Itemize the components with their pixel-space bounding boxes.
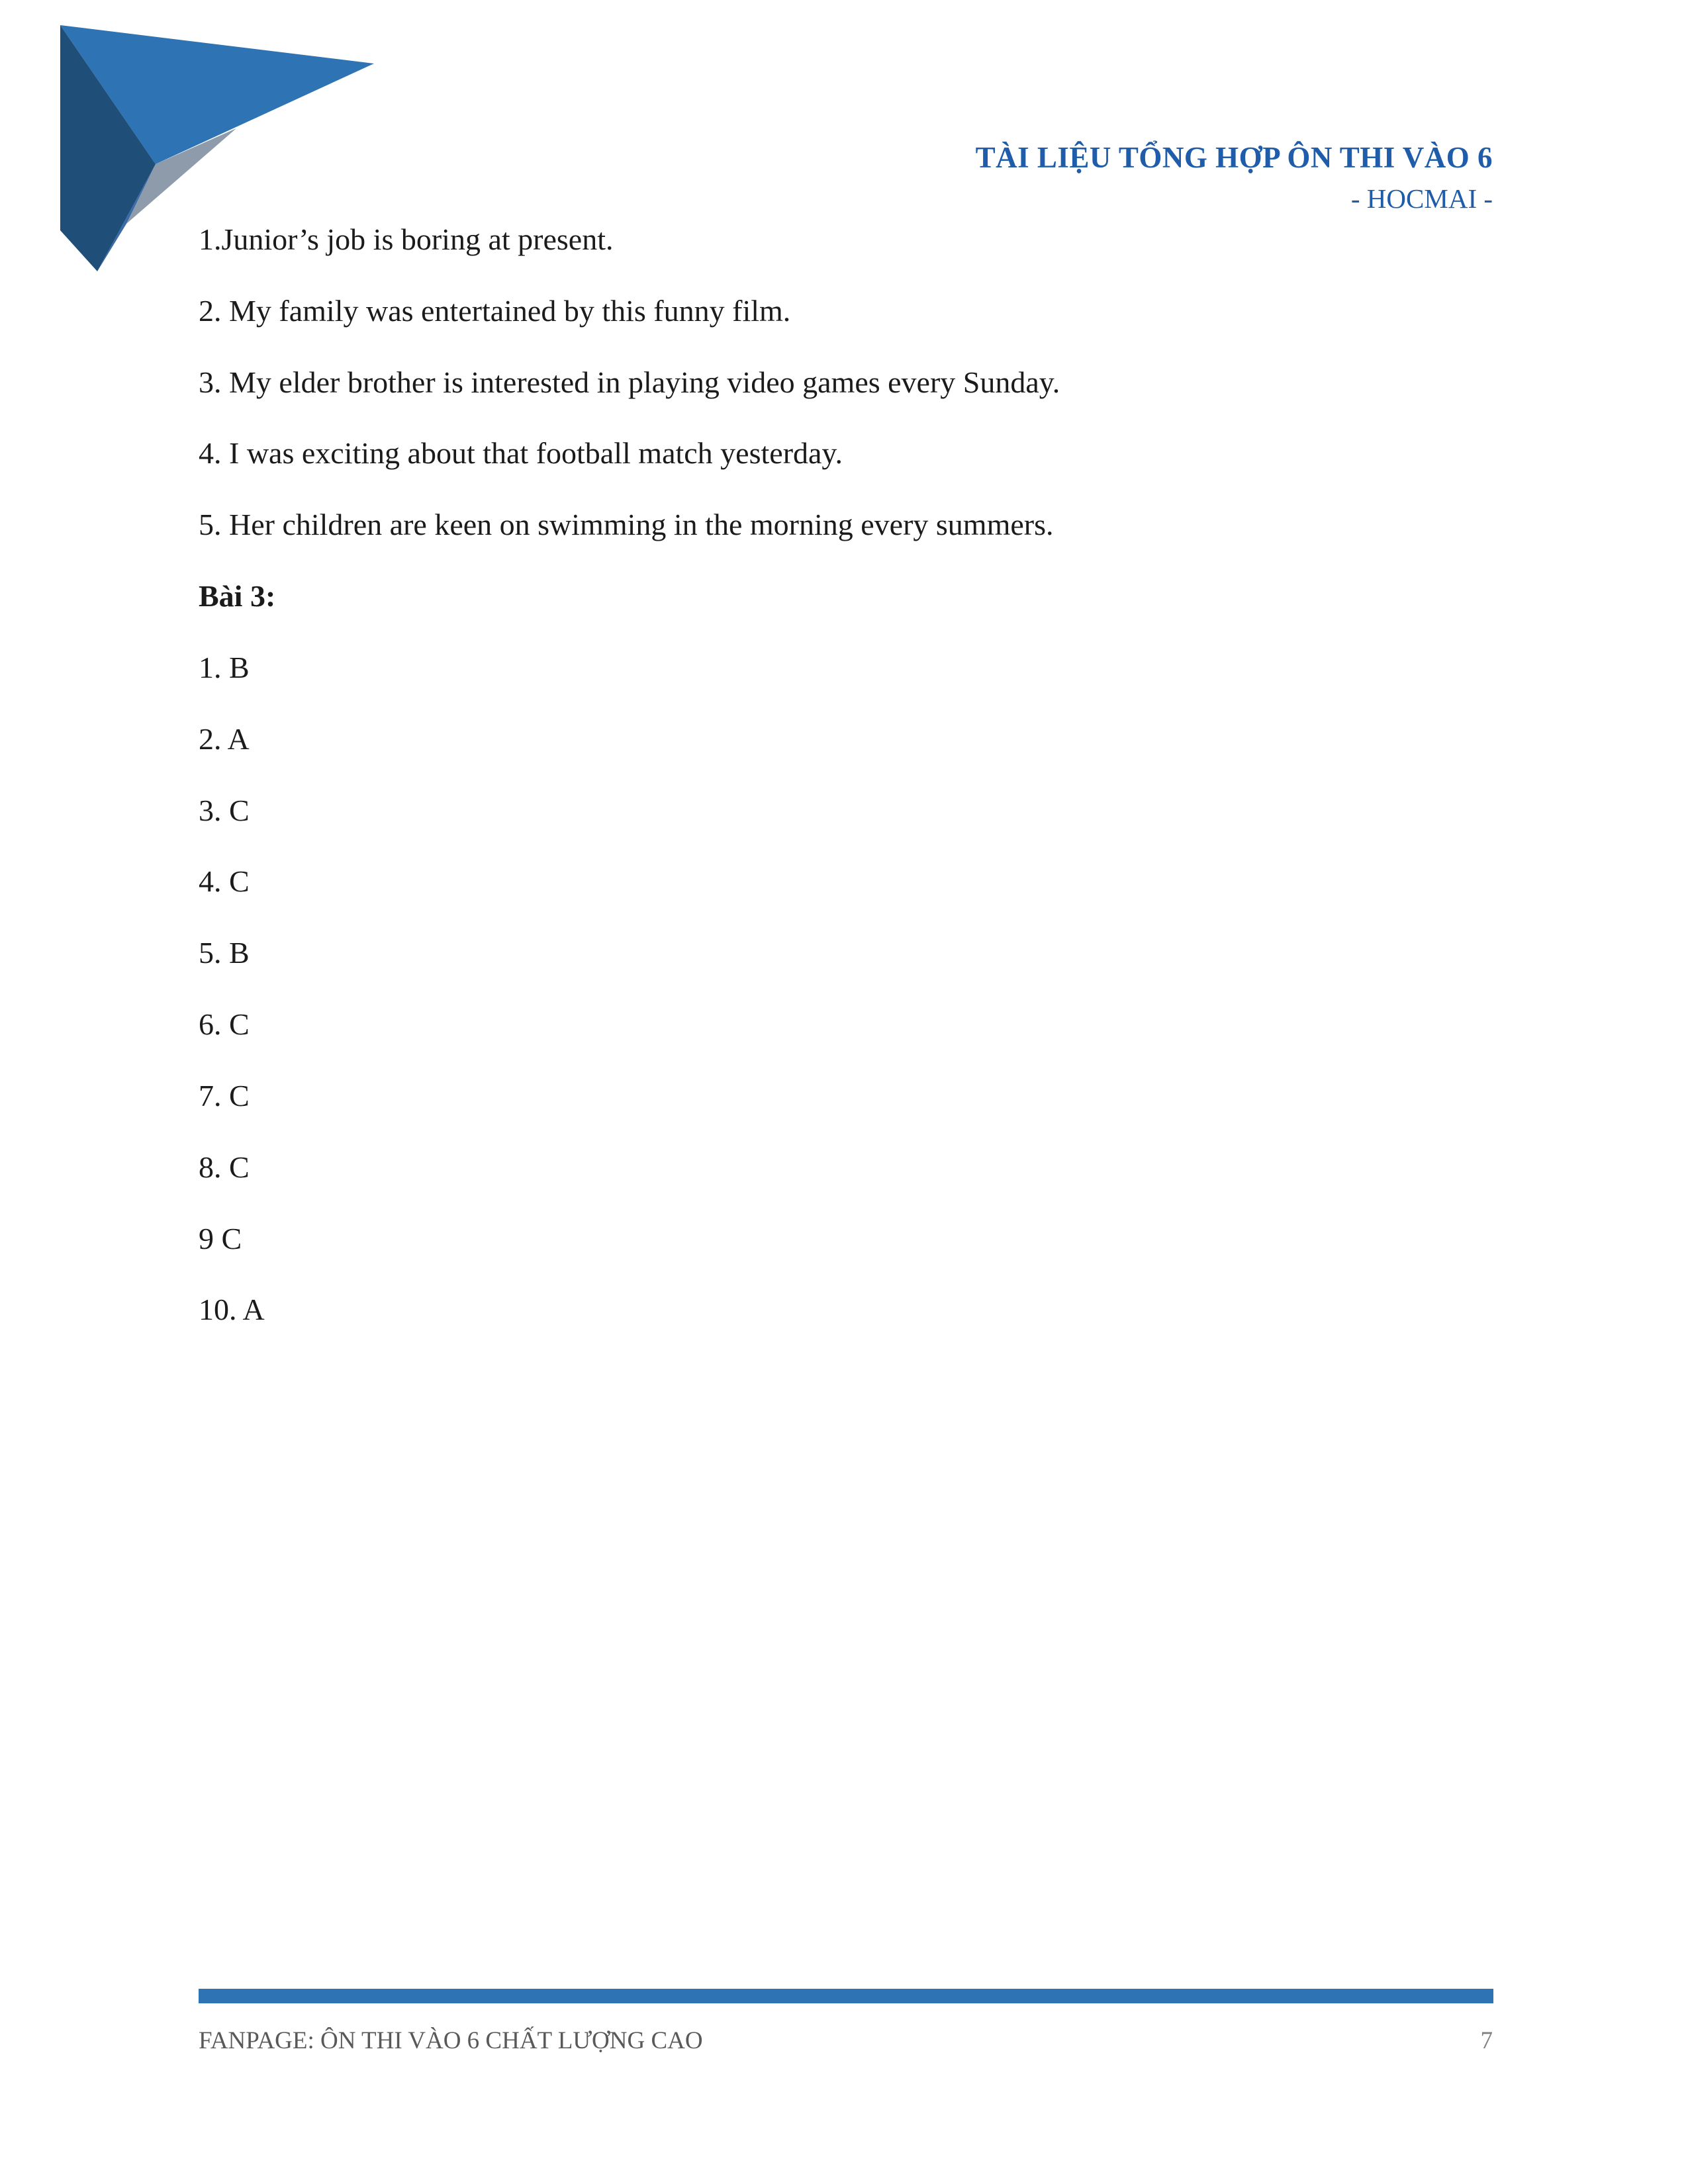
- answer-item: 1. B: [199, 650, 250, 684]
- answer-item: 8. C: [199, 1150, 250, 1184]
- document-subtitle: - HOCMAI -: [1350, 183, 1493, 214]
- footer-divider: [199, 1989, 1493, 2003]
- document-body: [199, 224, 1493, 1365]
- page-footer: [199, 2026, 1493, 2055]
- answer-item: 5. B: [199, 936, 250, 970]
- sentence-item: 5. Her children are keen on swimming in the morning every summers.: [199, 508, 1054, 542]
- section-heading: Bài 3:: [199, 579, 276, 614]
- sentence-item: 1.Junior’s job is boring at present.: [199, 222, 614, 256]
- answer-item: 7. C: [199, 1078, 250, 1113]
- answer-item: 6. C: [199, 1007, 250, 1042]
- answer-item: 9 C: [199, 1221, 242, 1255]
- answer-item: 10. A: [199, 1293, 265, 1327]
- sentence-item: 3. My elder brother is interested in playing video games every Sunday.: [199, 365, 1060, 399]
- sentence-item: 2. My family was entertained by this funny film.: [199, 293, 791, 328]
- answer-item: 3. C: [199, 793, 250, 827]
- document-title: TÀI LIỆU TỔNG HỢP ÔN THI VÀO 6: [975, 141, 1493, 174]
- answer-item: 4. C: [199, 864, 250, 899]
- document-header: [199, 140, 1493, 214]
- footer-fanpage-label: FANPAGE: ÔN THI VÀO 6 CHẤT LƯỢNG CAO: [199, 2027, 703, 2054]
- page-number: 7: [1480, 2027, 1493, 2054]
- answer-item: 2. A: [199, 721, 250, 756]
- sentence-item: 4. I was exciting about that football match yesterday.: [199, 436, 843, 471]
